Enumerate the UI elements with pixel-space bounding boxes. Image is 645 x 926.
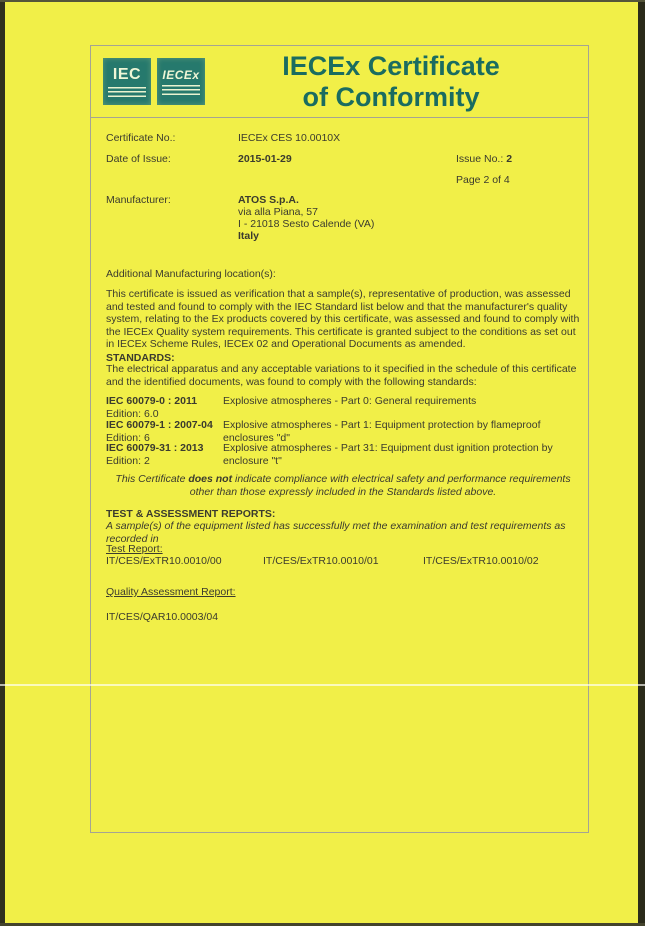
issue-no (456, 153, 512, 166)
standard-edition: Edition: 6.0 (106, 407, 159, 420)
test-reports-heading: TEST & ASSESSMENT REPORTS: (106, 508, 276, 520)
certificate-header (91, 46, 588, 118)
standard-row (106, 442, 203, 467)
certificate-no-label: Certificate No.: (106, 132, 176, 144)
iecex-logo-bars (162, 85, 200, 95)
scan-edge-top (0, 0, 645, 2)
standards-heading: STANDARDS: (106, 352, 175, 364)
issue-no-value: 2 (506, 153, 513, 165)
test-reports-note: A sample(s) of the equipment listed has successfully met the examination and test requirements as recorded in (106, 520, 566, 545)
date-of-issue-label: Date of Issue: (106, 153, 171, 165)
additional-locations-label: Additional Manufacturing location(s): (106, 268, 276, 280)
test-report-label: Test Report: (106, 543, 163, 555)
iec-logo-icon (103, 58, 151, 105)
scan-edge-right (638, 0, 645, 926)
quality-assessment-number: IT/CES/QAR10.0003/04 (106, 611, 219, 623)
standard-row (106, 419, 213, 444)
standard-edition: Edition: 6 (106, 431, 150, 444)
date-of-issue-value: 2015-01-29 (238, 153, 292, 165)
test-report-number: IT/CES/ExTR10.0010/01 (263, 555, 379, 567)
page-title (216, 51, 566, 113)
disclaimer-part1: This Certificate (115, 473, 189, 485)
manufacturer-address-2: I - 21018 Sesto Calende (VA) (238, 218, 375, 230)
disclaimer-bold: does not (188, 473, 233, 485)
standard-edition: Edition: 2 (106, 454, 150, 467)
manufacturer-label: Manufacturer: (106, 194, 171, 206)
standards-intro: The electrical apparatus and any acceptable variations to it specified in the schedule of this certificate and the identified documents, was found to comply with the following standards: (106, 363, 577, 388)
iecex-logo-text: IECEx (162, 67, 200, 82)
disclaimer (106, 473, 580, 498)
page-title-line2: of Conformity (302, 82, 480, 113)
quality-assessment-label: Quality Assessment Report: (106, 586, 236, 598)
manufacturer-address-1: via alla Piana, 57 (238, 206, 318, 218)
manufacturer-name: ATOS S.p.A. (238, 194, 299, 206)
standard-description: Explosive atmospheres - Part 1: Equipment protection by flameproof enclosures "d" (223, 419, 541, 444)
page-info: Page 2 of 4 (456, 174, 510, 186)
iec-logo-bars (108, 87, 146, 97)
standard-description: Explosive atmospheres - Part 31: Equipment dust ignition protection by enclosure "t" (223, 442, 553, 467)
standard-code: IEC 60079-0 : 2011 (106, 395, 198, 407)
verification-paragraph: This certificate is issued as verification that a sample(s), representative of production, was assessed and tested and found to comply with the IEC Standard list below and that the manufacturer's quality system, relating to the Ex products covered by this certificate, was assessed and found to comply with the IECEx Quality system requirements. This certificate is granted subject to the conditions as set out in IECEx Scheme Rules, IECEx 02 and Operational Documents as amended. (106, 288, 580, 351)
test-report-number: IT/CES/ExTR10.0010/00 (106, 555, 222, 567)
logo-group (103, 58, 205, 105)
scan-edge-left (0, 0, 5, 926)
certificate-no-value: IECEx CES 10.0010X (238, 132, 341, 144)
certificate-border-box (90, 45, 589, 833)
iecex-logo-icon (157, 58, 205, 105)
standard-row (106, 395, 197, 420)
disclaimer-part2: indicate compliance with electrical safety and performance requirements other than those expressly included in the Standards listed above. (189, 473, 571, 498)
standard-code: IEC 60079-1 : 2007-04 (106, 419, 213, 431)
standard-code: IEC 60079-31 : 2013 (106, 442, 204, 454)
test-report-number: IT/CES/ExTR10.0010/02 (423, 555, 539, 567)
manufacturer-country: Italy (238, 230, 260, 242)
page-title-line1: IECEx Certificate (282, 51, 500, 81)
scan-crease-line (0, 684, 645, 686)
issue-no-label: Issue No.: (456, 153, 504, 165)
iec-logo-text: IEC (112, 65, 142, 83)
standard-description: Explosive atmospheres - Part 0: General requirements (223, 395, 477, 407)
